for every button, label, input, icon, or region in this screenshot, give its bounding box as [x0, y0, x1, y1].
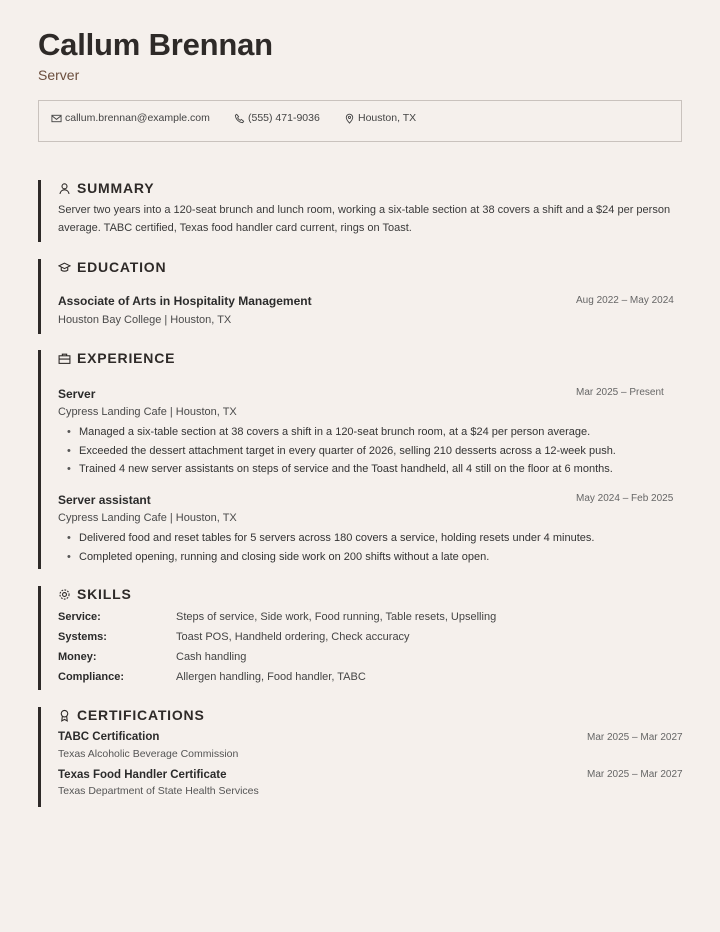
experience-section: [38, 350, 682, 569]
cert-dates: Mar 2025 – Mar 2027: [587, 732, 683, 743]
skill-label: Compliance:: [58, 671, 125, 683]
education-degree: Associate of Arts in Hospitality Management: [58, 294, 312, 308]
job-company: Cypress Landing Cafe | Houston, TX: [58, 512, 237, 524]
job-title: Server: [58, 387, 96, 401]
experience-heading: [58, 350, 175, 366]
education-school: Houston Bay College | Houston, TX: [58, 314, 232, 326]
certifications-heading: [58, 707, 205, 723]
summary-text-line1: Server two years into a 120-seat brunch and lunch room, working a six-table section at 38 covers a shift and a $24 per person: [58, 204, 671, 216]
contact-phone[interactable]: [234, 112, 320, 124]
job-dates: Mar 2025 – Present: [576, 387, 664, 398]
skill-label: Systems:: [58, 631, 107, 643]
briefcase-icon: [58, 352, 71, 365]
experience-title: EXPERIENCE: [77, 350, 176, 366]
skill-label: Service:: [58, 611, 101, 623]
contact-phone-text: (555) 471-9036: [248, 112, 320, 124]
certifications-title: CERTIFICATIONS: [77, 707, 205, 723]
job-title: Server assistant: [58, 493, 151, 507]
skill-value: Cash handling: [176, 651, 247, 663]
summary-title: SUMMARY: [77, 180, 155, 196]
phone-icon: [234, 113, 245, 124]
summary-section: [38, 180, 682, 242]
contact-email[interactable]: [51, 112, 210, 124]
certifications-section: [38, 707, 682, 807]
job-bullet: • Delivered food and reset tables for 5 servers across 180 covers a service, holding resets under 4 minutes.: [79, 532, 594, 544]
mail-icon: [51, 113, 62, 124]
cert-name: TABC Certification: [58, 731, 160, 743]
job-dates: May 2024 – Feb 2025: [576, 493, 674, 504]
contact-email-text: callum.brennan@example.com: [65, 112, 210, 124]
job-bullet: • Trained 4 new server assistants on steps of service and the Toast handheld, all 4 still on the floor at 6 months.: [79, 463, 613, 475]
job-bullet: • Managed a six-table section at 38 covers a shift in a 120-seat brunch room, at a $24 per person average.: [79, 426, 590, 438]
contact-bar: [38, 100, 682, 142]
contact-location: [344, 112, 416, 124]
graduation-cap-icon: [58, 261, 71, 274]
cert-issuer: Texas Alcoholic Beverage Commission: [58, 748, 239, 760]
skill-label: Money:: [58, 651, 97, 663]
candidate-role: Server: [38, 67, 80, 83]
skills-section: [38, 586, 682, 690]
education-dates: Aug 2022 – May 2024: [576, 295, 674, 306]
cert-issuer: Texas Department of State Health Services: [58, 785, 259, 797]
person-icon: [58, 182, 71, 195]
job-company: Cypress Landing Cafe | Houston, TX: [58, 406, 237, 418]
candidate-name: Callum Brennan: [38, 27, 273, 62]
cert-name: Texas Food Handler Certificate: [58, 769, 227, 781]
summary-text-line2: average. TABC certified, Texas food handler card current, rings on Toast.: [58, 222, 412, 234]
job-bullet: • Completed opening, running and closing side work on 200 shifts without a late open.: [79, 551, 489, 563]
education-section: [38, 259, 682, 334]
award-icon: [58, 709, 71, 722]
contact-location-text: Houston, TX: [358, 112, 417, 124]
map-pin-icon: [344, 113, 355, 124]
education-title: EDUCATION: [77, 259, 167, 275]
skills-heading: [58, 586, 132, 602]
summary-heading: [58, 180, 154, 196]
skills-title: SKILLS: [77, 586, 132, 602]
skill-value: Allergen handling, Food handler, TABC: [176, 671, 366, 683]
education-heading: [58, 259, 166, 275]
cert-dates: Mar 2025 – Mar 2027: [587, 769, 683, 780]
gear-icon: [58, 588, 71, 601]
skill-value: Toast POS, Handheld ordering, Check accuracy: [176, 631, 410, 643]
skill-value: Steps of service, Side work, Food running, Table resets, Upselling: [176, 611, 497, 623]
job-bullet: • Exceeded the dessert attachment target in every quarter of 2026, selling 210 desserts across a 12-week push.: [79, 445, 616, 457]
